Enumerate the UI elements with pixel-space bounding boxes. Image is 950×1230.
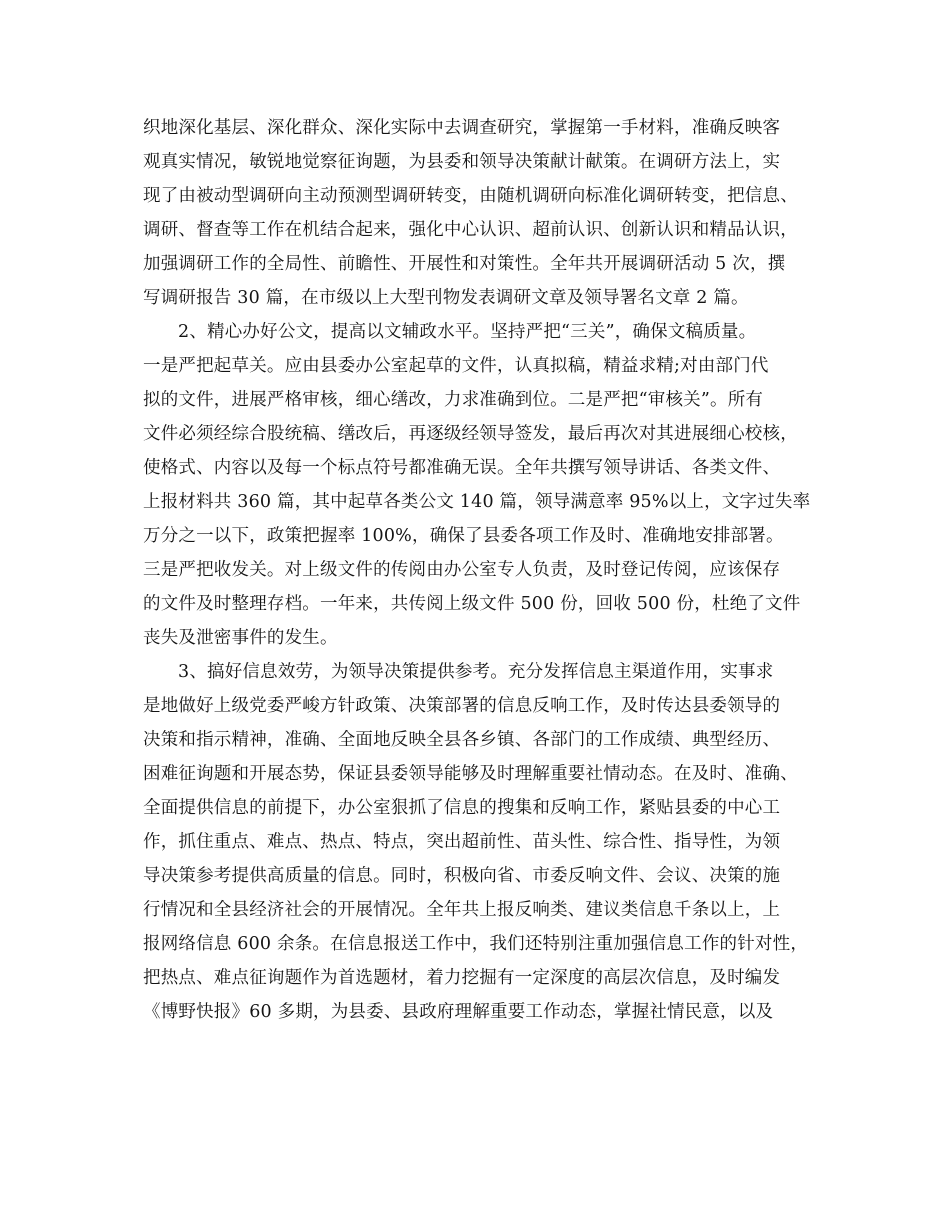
text-line: 现了由被动型调研向主动预测型调研转变，由随机调研向标准化调研转变，把信息、 [143,186,798,206]
text-line: 调研、督查等工作在机结合起来，强化中心认识、超前认识、创新认识和精品认识， [143,220,798,240]
paragraph-3-heading: 3、搞好信息效劳，为领导决策提供参考。充分发挥信息主渠道作用，实事求 [178,662,774,682]
text-line: 的文件及时整理存档。一年来，共传阅上级文件 500 份，回收 500 份，杜绝了文件 [143,594,801,614]
paragraph-2-heading: 2、精心办好公文，提高以文辅政水平。坚持严把“三关”，确保文稿质量。 [178,322,757,342]
text-line: 是地做好上级党委严峻方针政策、决策部署的信息反响工作，及时传达县委领导的 [143,696,781,716]
text-line: 写调研报告 30 篇，在市级以上大型刊物发表调研文章及领导署名文章 2 篇。 [143,288,749,308]
text-line: 一是严把起草关。应由县委办公室起草的文件，认真拟稿，精益求精;对由部门代 [143,356,769,376]
text-line: 加强调研工作的全局性、前瞻性、开展性和对策性。全年共开展调研活动 5 次，撰 [143,254,786,274]
text-line: 作，抓住重点、难点、热点、特点，突出超前性、苗头性、综合性、指导性，为领 [143,832,781,852]
text-line: 万分之一以下，政策把握率 100%，确保了县委各项工作及时、准确地安排部署。 [143,526,784,546]
text-line: 行情况和全县经济社会的开展情况。全年共上报反响类、建议类信息千条以上，上 [143,900,781,920]
text-line: 拟的文件，进展严格审核，细心缮改，力求准确到位。二是严把“审核关”。所有 [143,390,764,410]
text-line: 文件必须经综合股统稿、缮改后，再逐级经领导签发，最后再次对其进展细心校核， [143,424,798,444]
text-line: 《博野快报》60 多期，为县委、县政府理解重要工作动态，掌握社情民意，以及 [143,1002,774,1022]
text-line: 织地深化基层、深化群众、深化实际中去调查研究，掌握第一手材料，准确反映客 [143,118,781,138]
text-line: 三是严把收发关。对上级文件的传阅由办公室专人负责，及时登记传阅，应该保存 [143,560,781,580]
text-line: 使格式、内容以及每一个标点符号都准确无误。全年共撰写领导讲话、各类文件、 [143,458,781,478]
text-line: 观真实情况，敏锐地觉察征询题，为县委和领导决策献计献策。在调研方法上，实 [143,152,781,172]
text-line: 丧失及泄密事件的发生。 [143,628,338,648]
text-line: 困难征询题和开展态势，保证县委领导能够及时理解重要社情动态。在及时、准确、 [143,764,798,784]
text-line: 上报材料共 360 篇，其中起草各类公文 140 篇，领导满意率 95%以上，文字过失率 [143,492,811,512]
text-line: 全面提供信息的前提下，办公室狠抓了信息的搜集和反响工作，紧贴县委的中心工 [143,798,781,818]
text-line: 决策和指示精神，准确、全面地反映全县各乡镇、各部门的工作成绩、典型经历、 [143,730,781,750]
text-line: 把热点、难点征询题作为首选题材，着力挖掘有一定深度的高层次信息，及时编发 [143,968,781,988]
text-line: 报网络信息 600 余条。在信息报送工作中，我们还特别注重加强信息工作的针对性， [143,934,809,954]
text-line: 导决策参考提供高质量的信息。同时，积极向省、市委反响文件、会议、决策的施 [143,866,781,886]
